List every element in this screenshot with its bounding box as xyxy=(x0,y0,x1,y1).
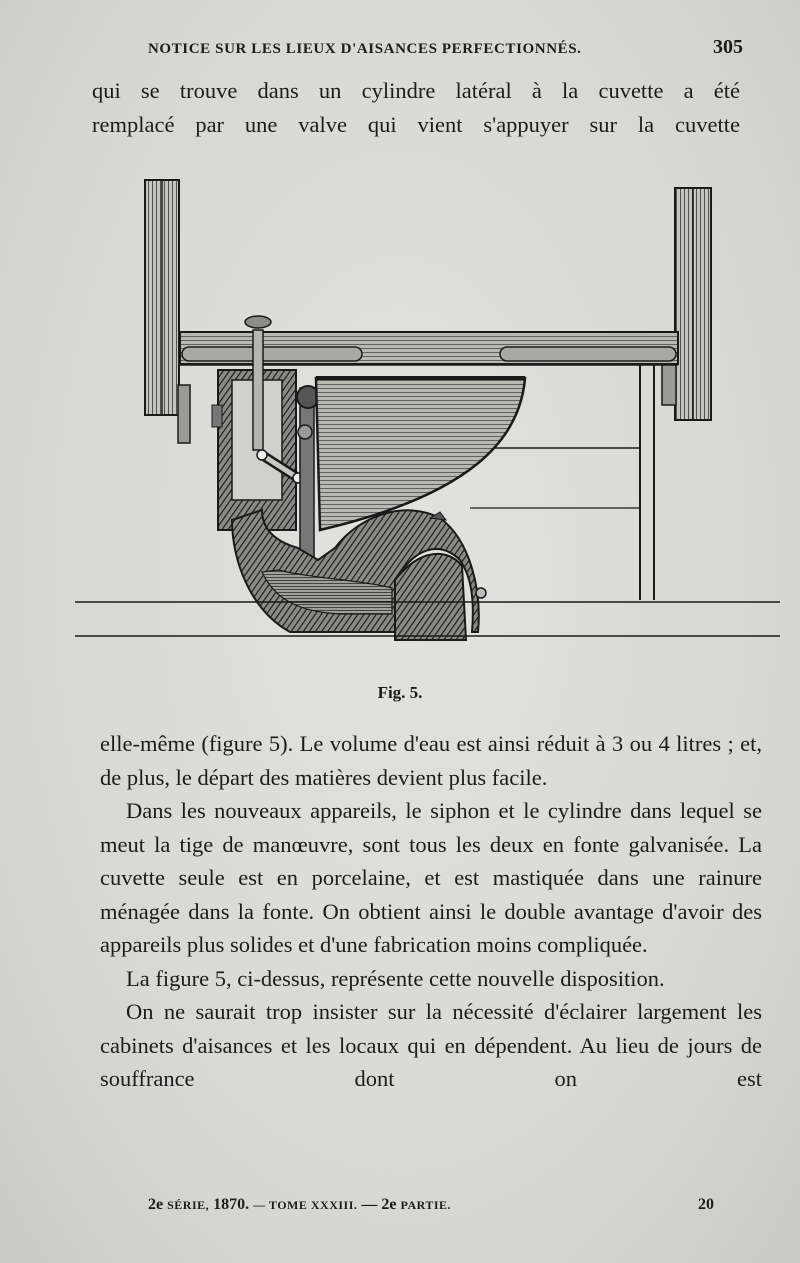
paragraph-2: Dans les nouveaux appareils, le siphon et le cylindre dans lequel se meut la tige de manœuvre, sont tous les deux en fonte galvanisée. La cuvette seule est en porcelaine, et est mastiquée dans une rainure ménagée dans la fonte. On obtient ainsi le double avantage d'avoir des appareils plus solides et d'une fabrication moins compliquée. xyxy=(100,798,762,957)
paragraph-3: La figure 5, ci-dessus, représente cette nouvelle disposition. xyxy=(126,965,665,991)
partie-number: — 2e xyxy=(361,1196,397,1213)
page-number: 305 xyxy=(713,36,743,58)
paragraph-1: elle-même (figure 5). Le volume d'eau est ainsi réduit à 3 ou 4 litres ; et, de plus, le départ des matières devient plus facile. xyxy=(100,731,762,790)
paragraph-4: On ne saurait trop insister sur la nécessité d'éclairer largement les cabinets d'aisances et les locaux qui en dépendent. Au lieu de jours de souffrance dont on est xyxy=(100,999,762,1091)
body-text xyxy=(100,727,762,1096)
signature-footer xyxy=(148,1196,714,1214)
series-word: SÉRIE, xyxy=(167,1198,210,1212)
year: 1870. xyxy=(213,1196,250,1213)
tome: — TOME XXXIII. xyxy=(253,1198,358,1212)
figure-caption: Fig. 5. xyxy=(377,683,423,702)
sheet-number: 20 xyxy=(698,1196,714,1213)
intro-line-2: remplacé par une valve qui vient s'appuyer sur la cuvette xyxy=(92,111,740,137)
series-info xyxy=(148,1196,451,1214)
toilet-engraving-illustration xyxy=(60,170,800,650)
intro-text xyxy=(92,74,740,141)
partie-word: PARTIE. xyxy=(400,1198,452,1212)
intro-line-1: qui se trouve dans un cylindre latéral à la cuvette a été xyxy=(92,78,740,103)
series-number: 2e xyxy=(148,1196,164,1213)
running-title: NOTICE SUR LES LIEUX D'AISANCES PERFECTIONNÉS. xyxy=(148,41,582,57)
running-header xyxy=(148,36,743,62)
